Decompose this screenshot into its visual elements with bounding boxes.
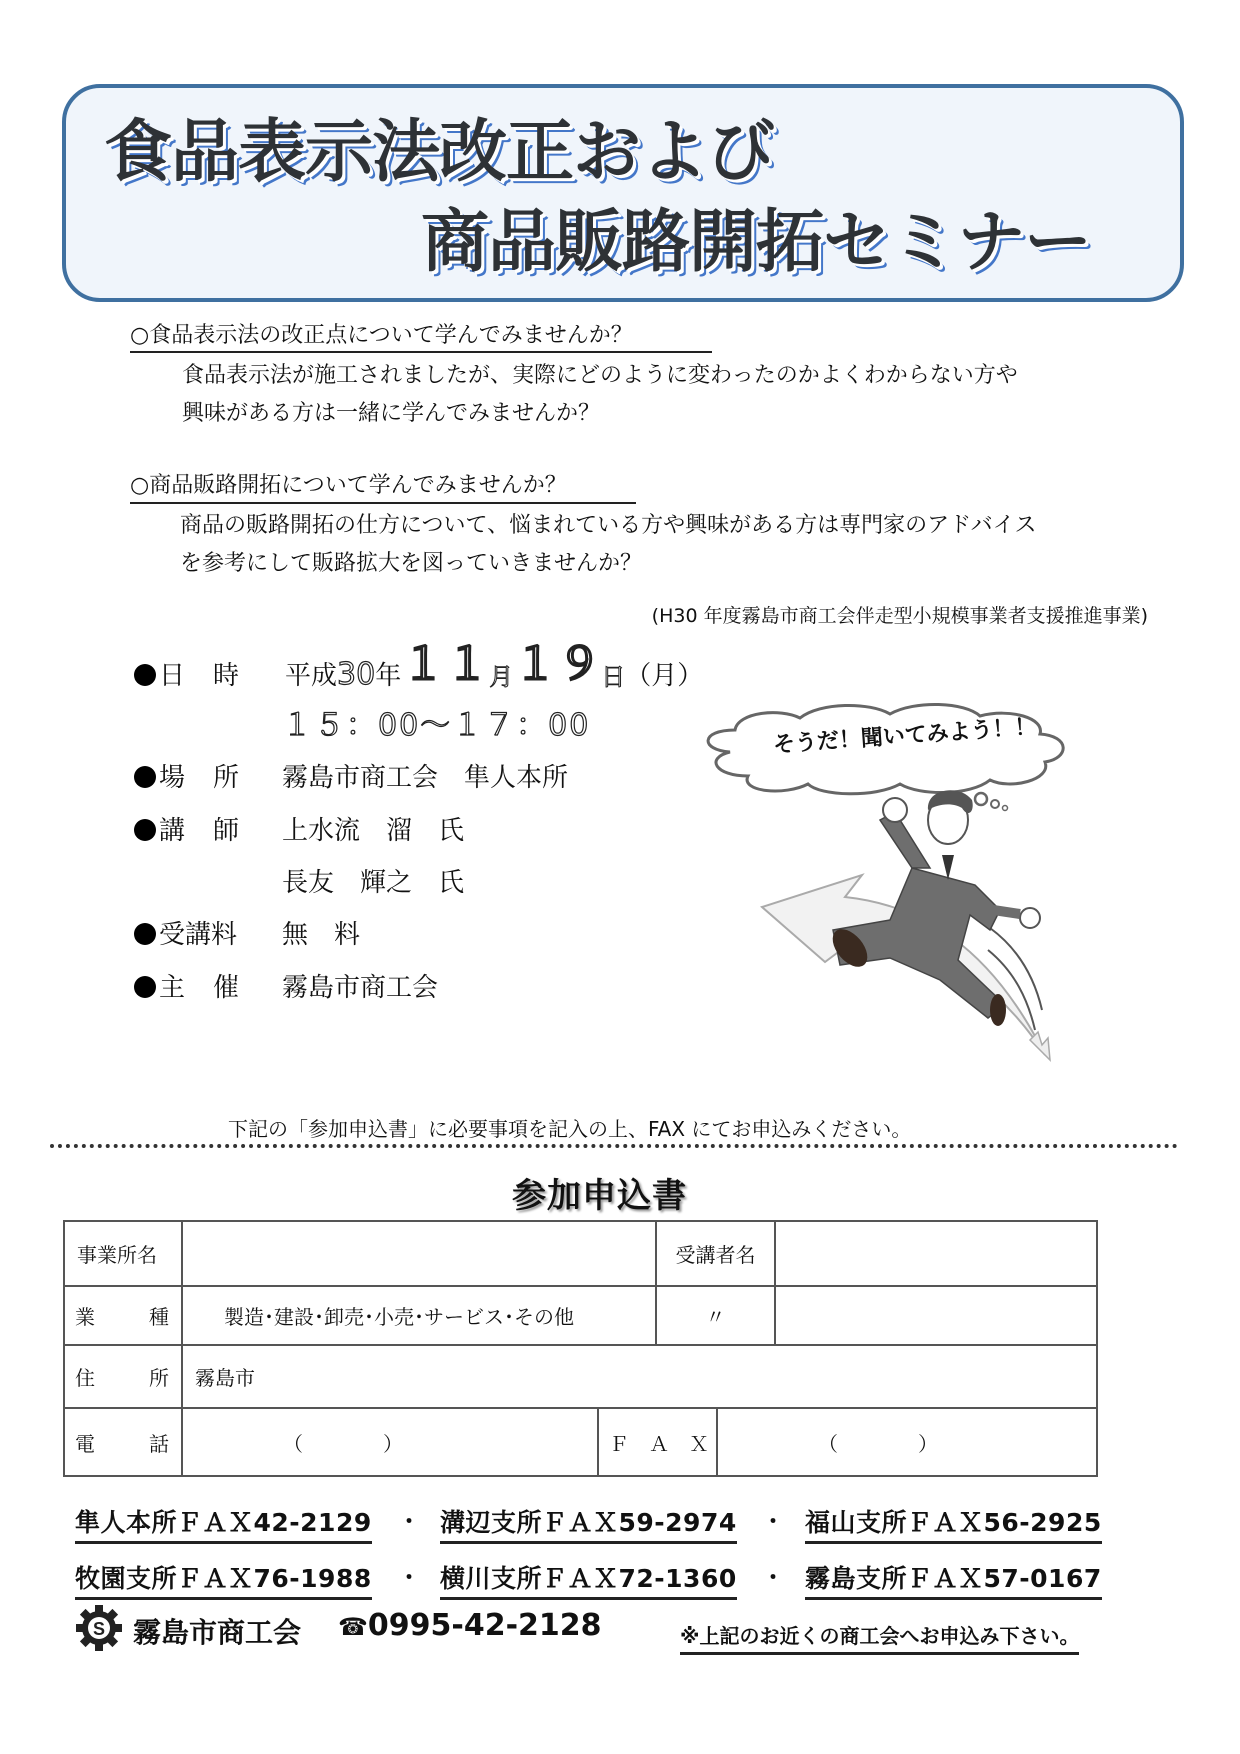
industry-options[interactable]: 製造･建設･卸売･小売･サービス･その他 [181, 1285, 657, 1346]
lecturer-name-2: 長友 輝之 氏 [282, 868, 465, 898]
business-name-label: 事業所名 [63, 1220, 183, 1287]
date-day-unit: 日 [601, 663, 626, 691]
label-char: 住 [75, 1366, 95, 1390]
attendee-input-1[interactable] [774, 1220, 1098, 1287]
address-input[interactable] [181, 1344, 1098, 1409]
label-char: 電 [75, 1431, 95, 1456]
bullet-icon [134, 819, 156, 841]
date-day: １９ [513, 639, 602, 690]
industry-label [63, 1285, 183, 1346]
cut-line [50, 1144, 1178, 1148]
fax-input[interactable] [716, 1407, 1098, 1477]
intro-heading-1-underline [130, 351, 712, 353]
fee-value: 無 料 [282, 920, 361, 950]
label-char: 主 [159, 973, 186, 1003]
speech-text: そうだ！聞いてみよう！！ [772, 714, 1038, 758]
detail-lecturer-row [134, 810, 464, 847]
address-label [63, 1344, 183, 1409]
fax-parens: （ ） [818, 1431, 938, 1456]
business-name-input[interactable] [181, 1220, 657, 1287]
fax-number-yokogawa: 横川支所ＦＡＸ72-1360 [440, 1559, 737, 1600]
footer-org-name: 霧島市商工会 [133, 1616, 302, 1649]
label-char: 場 [159, 763, 186, 793]
detail-date-label [134, 655, 259, 692]
date-year: 30 [337, 657, 376, 692]
program-note: (H30 年度霧島市商工会伴走型小規模事業者支援推進事業) [651, 605, 1148, 627]
label-char: 所 [213, 763, 240, 793]
fax-number-fukuyama: 福山支所ＦＡＸ56-2925 [805, 1503, 1102, 1544]
phone-input[interactable] [181, 1407, 599, 1477]
fax-number-makizono: 牧園支所ＦＡＸ76-1988 [75, 1559, 372, 1600]
form-title: 参加申込書 [512, 1176, 687, 1216]
attendee-label: 受講者名 [655, 1220, 776, 1287]
application-form-table [63, 1220, 1098, 1477]
businessman-illustration [690, 700, 1090, 1080]
fax-number-hayato: 隼人本所ＦＡＸ42-2129 [75, 1503, 372, 1544]
thought-bubble-icon [1003, 806, 1008, 811]
fax-number-kirishima: 霧島支所ＦＡＸ57-0167 [805, 1559, 1102, 1600]
host-value: 霧島市商工会 [282, 973, 439, 1003]
thought-bubble-icon [991, 800, 999, 808]
bullet-icon [134, 923, 156, 945]
address-prefix: 霧島市 [195, 1366, 255, 1390]
phone-parens: （ ） [283, 1431, 403, 1456]
footer-tel [338, 1608, 602, 1643]
label-char: 話 [149, 1431, 169, 1456]
label-char: 所 [149, 1366, 169, 1390]
bullet-icon [134, 766, 156, 788]
label-char: 催 [213, 973, 240, 1003]
title-line-2: 商品販路開拓セミナー [421, 203, 1092, 282]
intro-heading-2-underline [130, 502, 636, 504]
label-char: 種 [149, 1305, 169, 1329]
separator-dot: ・ [398, 1566, 421, 1591]
intro-heading-1: ○食品表示法の改正点について学んでみませんか？ [130, 323, 633, 348]
date-month-unit: 月 [489, 663, 514, 691]
phone-icon: ☎ [338, 1613, 368, 1641]
instruction-text: 下記の「参加申込書」に必要事項を記入の上、FAX にてお申込みください。 [228, 1117, 912, 1141]
thought-bubble-icon [975, 793, 987, 805]
separator-dot: ・ [762, 1510, 785, 1535]
fax-number-mizobe: 溝辺支所ＦＡＸ59-2974 [440, 1503, 737, 1544]
date-weekday: （月） [625, 661, 704, 691]
detail-fee-row [134, 914, 360, 951]
title-line-1: 食品表示法改正および [104, 113, 775, 192]
date-era: 平成 [285, 661, 338, 691]
date-year-unit: 年 [375, 661, 402, 691]
gear-logo-icon [76, 1605, 122, 1651]
intro-heading-2: ○商品販路開拓について学んでみませんか？ [130, 473, 567, 498]
fax-label: Ｆ Ａ Ｘ [597, 1407, 718, 1477]
venue-value: 霧島市商工会 隼人本所 [282, 763, 569, 793]
title-banner [62, 84, 1184, 302]
label-char: 時 [213, 661, 240, 691]
attendee-input-2[interactable] [774, 1285, 1098, 1346]
ditto-mark: 〃 [655, 1285, 776, 1346]
detail-venue-row [134, 757, 568, 794]
arrow-tip-icon [1030, 1032, 1050, 1060]
label-char: 日 [159, 661, 186, 691]
logo-letter: S [92, 1619, 106, 1639]
footer-note: ※上記のお近くの商工会へお申込み下さい。 [680, 1620, 1079, 1655]
date-time: １５：00～１７：00 [282, 708, 591, 743]
bullet-icon [134, 976, 156, 998]
date-month: １１ [401, 639, 490, 690]
detail-host-row [134, 967, 438, 1004]
fee-label: 受講料 [159, 920, 238, 950]
bullet-icon [134, 664, 156, 686]
detail-date-row [134, 639, 704, 692]
separator-dot: ・ [398, 1510, 421, 1535]
lecturer-name-1: 上水流 溜 氏 [282, 816, 465, 846]
intro-body-1-line-1: 食品表示法が施工されましたが、実際にどのように変わったのかよくわからない方や [182, 363, 1018, 388]
separator-dot: ・ [762, 1566, 785, 1591]
label-char: 講 [159, 816, 186, 846]
intro-body-1-line-2: 興味がある方は一緒に学んでみませんか？ [182, 401, 601, 426]
intro-body-2-line-2: を参考にして販路拡大を図っていきませんか？ [180, 551, 643, 576]
phone-label [63, 1407, 183, 1477]
label-char: 業 [75, 1305, 95, 1329]
intro-body-2-line-1: 商品の販路開拓の仕方について、悩まれている方や興味がある方は専門家のアドバイス [180, 513, 1037, 538]
label-char: 師 [213, 816, 240, 846]
footer-tel-number: 0995-42-2128 [367, 1608, 602, 1643]
